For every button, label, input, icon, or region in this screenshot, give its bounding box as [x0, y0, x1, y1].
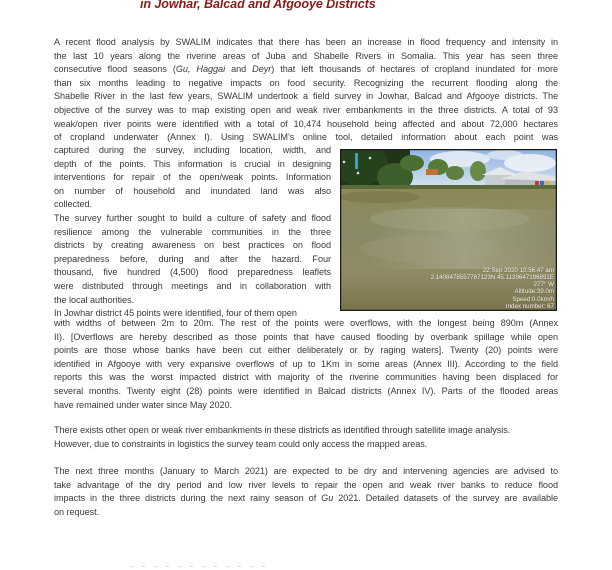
text-line: reports this was the worst impacted district with majority of the riverine communities having been displaced for [54, 372, 558, 383]
paragraph-other-embankments [54, 424, 558, 451]
flood-photo [340, 149, 557, 311]
paragraph-recommendations [54, 465, 558, 519]
text-line: with widths of between 2m to 20m. The rest of the points were overflows, with the longest being 890m (Annex [54, 318, 558, 328]
paragraph-intro [54, 36, 558, 145]
text-line: Shabelle River in the last few years, SWALIM undertook a field survey in Jowhar, Balcad and Afgooye districts. The [54, 91, 558, 102]
text-line: were distributed through meetings and in collaboration with [54, 280, 331, 291]
text-line: collected. [54, 199, 93, 210]
text-line: weak/open river points were identified with a total of 10,474 household being affected and about 72,000 hectares [54, 118, 558, 129]
photo-coordinates: 2.1408478557787123N 45.1139647196891E [430, 273, 554, 281]
photo-gps-overlay [431, 267, 554, 310]
text-line: However, due to constraints in logistics the survey team could only access the mapped areas. [54, 438, 428, 449]
paragraph-intro-wrap [54, 144, 331, 212]
text-line: the last 10 years along the riverine areas of Juba and Shabelle Rivers in Somalia. This year has seen three [54, 50, 558, 61]
paragraph-awareness [54, 212, 331, 321]
photo-datetime: 22 Sep 2020 10:56:47 am [482, 266, 554, 274]
text-line: districts by creating awareness on best practices on flood [54, 240, 331, 251]
text-line: the local authorities. [54, 294, 135, 305]
text-line: have remained under water since May 2020. [54, 399, 233, 410]
text-line: depth of the points. This information is crucial in designing [54, 158, 331, 169]
text-line: captured during the survey, including location, width, and [54, 145, 331, 155]
paragraph-district-findings [54, 317, 558, 412]
text-line: of cropland underwater (Annex I). Using SWALIM’s online tool, detailed information about each point was [54, 132, 558, 143]
text-line: objective of the survey was to map existing open and weak river embankments in the three districts. A total of 93 [54, 104, 558, 115]
photo-altitude: Altitude:39.0m [514, 288, 554, 296]
text-line: A recent flood analysis by SWALIM indicates that there has been an increase in flood frequency and intensity in [54, 37, 558, 47]
text-line: consecutive flood seasons (Gu, Haggai and Deyr) that left thousands of hectares of cropland inundated for more [54, 64, 558, 75]
text-line: thousand, five hundred (4,500) flood preparedness leaflets [54, 267, 331, 278]
text-line: on number of household and inundated land was also [54, 185, 331, 196]
text-line: The next three months (January to March 2021) are expected to be dry and intervening agencies are advised to [54, 466, 558, 476]
photo-index: Index number: 67 [505, 302, 554, 310]
text-line: II). [Overflows are hereby described as those points that have caused flooding by overbank spillage while open [54, 331, 558, 342]
photo-speed: Speed:0.0km/h [512, 295, 554, 303]
text-line: interventions for repair of the open/weak points. Information [54, 172, 331, 183]
text-line: impacts in the three districts during the next rainy season of Gu 2021. Detailed datasets of the survey are available [54, 493, 558, 504]
text-line: identified in Afgooye with very expansive overflows of up to 1Km in some areas (Annex III). According to the field [54, 358, 558, 369]
text-line: There exists other open or weak river embankments in these districts as identified through satellite image analysis. [54, 425, 511, 435]
footer-faint-text [130, 566, 470, 568]
text-line: The survey further sought to build a culture of safety and flood [54, 213, 331, 223]
text-line: preparedness before, during and after the hazard. Four [54, 253, 331, 264]
text-line: resilience among the vulnerable communities in the three [54, 226, 331, 237]
text-line: several months. Twenty eight (28) points were identified in Balcad districts (Annex IV). Parts of the flooded areas [54, 385, 558, 396]
text-line: take advantage of the dry period and low river levels to repair the open and weak river banks to reduce flood [54, 479, 558, 490]
photo-heading: 277° W [533, 281, 554, 289]
text-line: In Jowhar district 45 points were identified, four of them open [54, 308, 297, 319]
text-line: than six months leading to negative impacts on food security. Recognizing the recurrent flooding along the [54, 77, 558, 88]
document-title: in Jowhar, Balcad and Afgooye Districts [140, 0, 376, 11]
text-line: on request. [54, 506, 100, 517]
text-line: points are those whose banks have been cut either deliberately or by raging waters]. Twenty (20) points were [54, 345, 558, 356]
